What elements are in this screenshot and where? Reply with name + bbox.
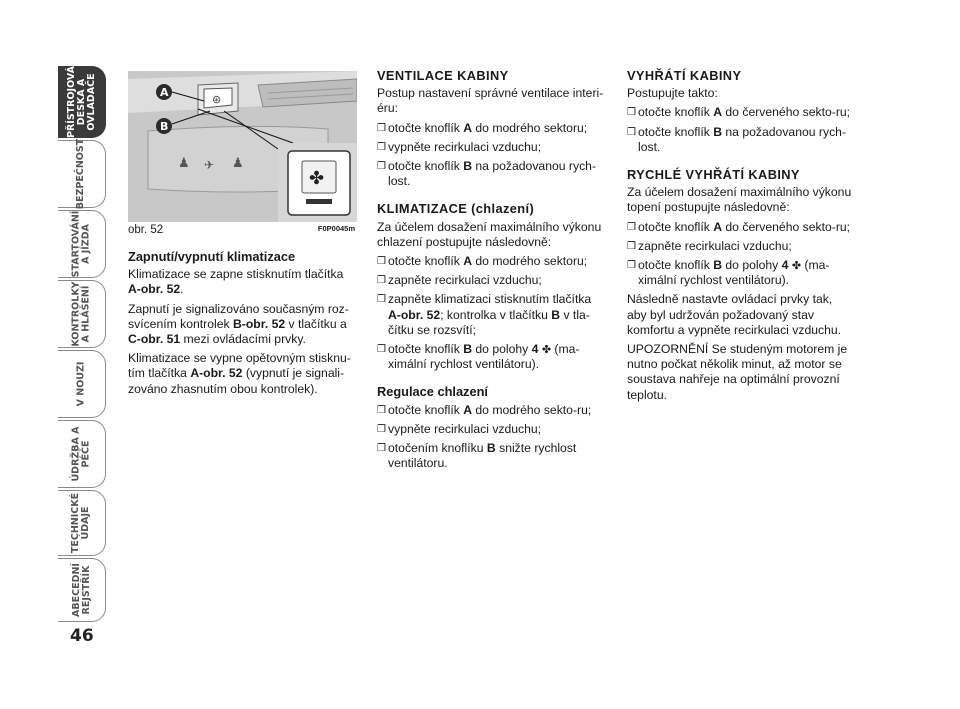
figure-label-a: A	[160, 86, 169, 99]
list-item: ❒ vypněte recirkulaci vzduchu;	[377, 140, 605, 155]
list-item: ❒ zapněte recirkulaci vzduchu;	[377, 273, 605, 288]
tab-rejstrik[interactable]	[58, 558, 106, 622]
paragraph: Za účelem dosažení maximálního výkonu chlazení postupujte následovně:	[377, 219, 602, 249]
tab-technicke-udaje[interactable]	[58, 490, 106, 556]
section-heading: Regulace chlazení	[377, 384, 488, 400]
tab-v-nouzi[interactable]	[58, 350, 106, 418]
section-heading: RYCHLÉ VYHŘÁTÍ KABINY	[627, 167, 800, 183]
figure-caption-text: obr. 52	[128, 224, 164, 236]
chapter-tabs	[58, 66, 106, 622]
svg-text:♟: ♟	[232, 156, 244, 171]
control-panel-illustration	[128, 71, 357, 222]
tab-label: TECHNICKÉ ÚDAJE	[70, 492, 92, 554]
column-3	[627, 68, 855, 407]
section-heading: VYHŘÁTÍ KABINY	[627, 68, 742, 83]
tab-label: BEZPEČNOST	[75, 138, 87, 210]
list-item: ❒ otočte knoflík B na požadovanou rych-lost.	[627, 125, 855, 155]
list-item: ❒ otočte knoflík A do modrého sektoru;	[377, 121, 605, 136]
list-item: ❒ otočte knoflík A do modrého sektoru;	[377, 254, 605, 269]
figure-caption	[128, 223, 357, 239]
paragraph: Klimatizace se vypne opětovným stisknu-tím tlačítka A-obr. 52 (vypnutí je signali-zováno zhasnutím obou kontrolek).	[128, 351, 351, 396]
figure-climate-panel	[128, 71, 357, 222]
tab-startovani[interactable]	[58, 210, 106, 278]
tab-udrzba[interactable]	[58, 420, 106, 488]
tab-label: ÚDRŽBA A PÉČE	[70, 426, 92, 482]
warning-label: UPOZORNĚNÍ	[627, 342, 709, 357]
svg-text:⊛: ⊛	[212, 93, 222, 106]
tab-bezpecnost[interactable]	[58, 140, 106, 208]
tab-label: STARTOVÁNÍ A JÍZDA	[70, 210, 92, 278]
tab-pristrojova-deska[interactable]	[58, 66, 106, 138]
figure-label-b: B	[160, 120, 169, 133]
list-item: ❒ zapněte klimatizaci stisknutím tlačítka A-obr. 52; kontrolka v tlačítku B v tla-čítku se rozsvítí;	[377, 292, 605, 338]
section-heading: Zapnutí/vypnutí klimatizace	[128, 249, 296, 264]
fan-icon: ✤	[541, 343, 552, 357]
paragraph: Zapnutí je signalizováno současným roz-svícením kontrolek B-obr. 52 v tlačítku a C-obr. 51 mezi ovládacími prvky.	[128, 301, 349, 347]
list-item: ❒ otočte knoflík A do červeného sekto-ru;	[627, 105, 855, 120]
paragraph: Postup nastavení správné ventilace interi-éru:	[377, 86, 604, 116]
tab-label: V NOUZI	[75, 361, 87, 407]
list-item: ❒ otočte knoflík A do červeného sekto-ru;	[627, 220, 855, 235]
list-item: ❒ zapněte recirkulaci vzduchu;	[627, 239, 855, 254]
list-item: ❒ otočte knoflík B do polohy 4 ✤ (ma-ximální rychlost ventilátoru).	[377, 342, 605, 372]
column-2	[377, 68, 605, 475]
fan-icon: ✤	[791, 259, 802, 273]
column-1	[128, 249, 356, 401]
section-heading: VENTILACE KABINY	[377, 68, 509, 83]
svg-text:♟: ♟	[178, 156, 190, 171]
paragraph: Za účelem dosažení maximálního výkonu topení postupujte následovně:	[627, 185, 852, 215]
list-item: ❒ otočte knoflík B na požadovanou rych-lost.	[377, 159, 605, 189]
svg-text:✤: ✤	[309, 168, 325, 189]
tab-kontrolky[interactable]	[58, 280, 106, 348]
page-number: 46	[70, 626, 94, 646]
tab-label: KONTROLKY A HLÁŠENÍ	[70, 281, 92, 347]
paragraph: Klimatizace se zapne stisknutím tlačítka A-obr. 52.	[128, 267, 344, 297]
list-item: ❒ otočte knoflík B do polohy 4 ✤ (ma-ximální rychlost ventilátoru).	[627, 258, 855, 288]
paragraph: Postupujte takto:	[627, 86, 718, 101]
tab-label: ABECEDNÍ REJSTŘÍK	[70, 563, 92, 617]
section-heading: KLIMATIZACE (chlazení)	[377, 201, 535, 217]
list-item: ❒ vypněte recirkulaci vzduchu;	[377, 422, 605, 437]
paragraph: Následně nastavte ovládací prvky tak, aby byl udržován požadovaný stav komfortu a vypněte recirkulaci vzduchu.	[627, 292, 842, 337]
tab-label: PŘÍSTROJOVÁ DESKA A OVLADAČE	[65, 66, 97, 138]
figure-code: F0P0045m	[317, 224, 355, 233]
svg-text:✈: ✈	[204, 158, 215, 172]
list-item: ❒ otočte knoflík A do modrého sekto-ru;	[377, 403, 605, 418]
list-item: ❒ otočením knoflíku B snižte rychlost ventilátoru.	[377, 441, 605, 471]
warning-paragraph: UPOZORNĚNÍ Se studeným motorem je nutno počkat několik minut, až motor se soustava nahřeje na optimální provozní teplotu.	[627, 342, 848, 402]
